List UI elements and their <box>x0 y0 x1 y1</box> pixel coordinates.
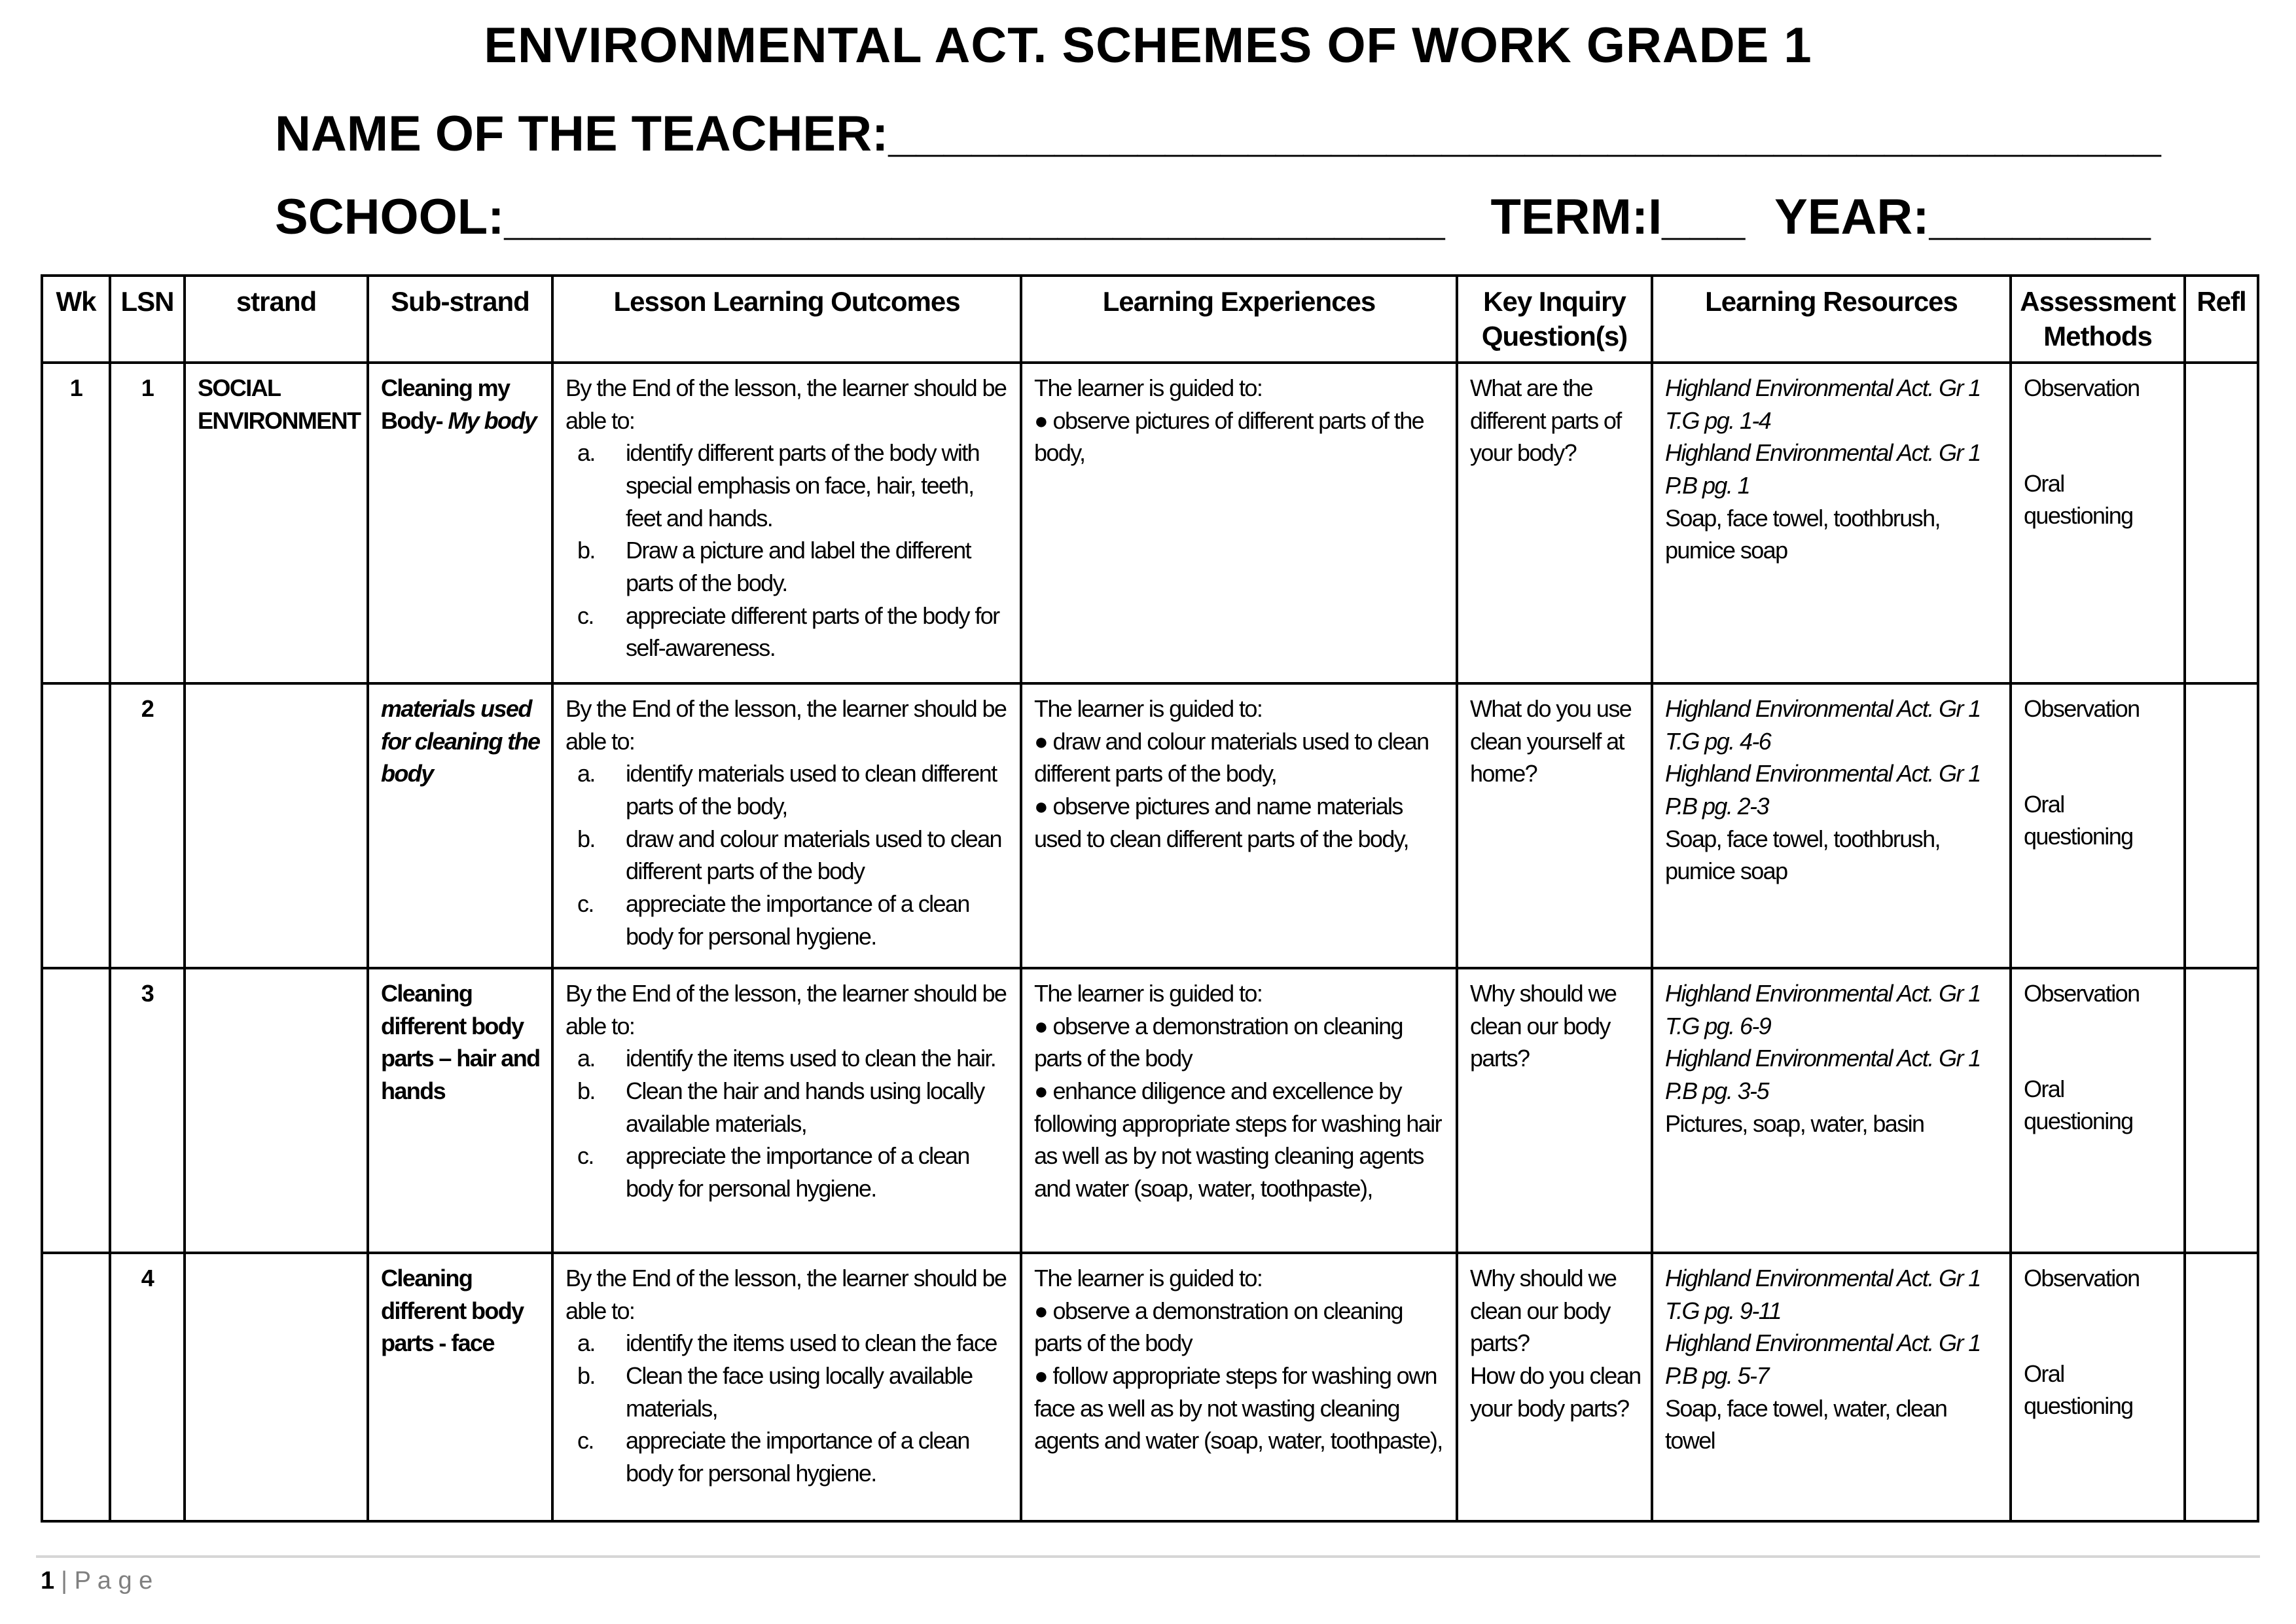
key-inquiry-cell <box>1457 1253 1652 1521</box>
wk-cell: 1 <box>42 363 110 683</box>
outcomes-intro: By the End of the lesson, the learner should be able to: <box>565 1265 1007 1324</box>
experience-item: ● observe a demonstration on cleaning parts of the body <box>1034 1012 1403 1072</box>
outcomes-cell <box>552 1253 1021 1521</box>
experience-item: ● enhance diligence and excellence by following appropriate steps for washing hair as well as by not wasting cleaning agents and water (soap, water, toothpaste), <box>1034 1077 1441 1202</box>
term-value: I <box>1648 189 1662 245</box>
teacher-label: NAME OF THE TEACHER: <box>275 106 889 162</box>
wk-cell <box>42 683 110 968</box>
col-header-learning-resources: Learning Resources <box>1652 276 2011 363</box>
experience-item: ● observe pictures of different parts of the body, <box>1034 406 1424 467</box>
key-inquiry-cell <box>1457 363 1652 683</box>
school-blank-line: __________________________________ <box>504 189 1445 245</box>
assessment-item: Oral questioning <box>2024 469 2133 530</box>
outcome-text: appreciate the importance of a clean body for personal hygiene. <box>626 1427 969 1487</box>
outcome-item <box>565 888 1011 952</box>
table-row <box>42 968 2258 1253</box>
outcome-item <box>565 1140 1011 1204</box>
resource-item: Pictures, soap, water, basin <box>1665 1110 1924 1137</box>
key-inquiry-question: What are the different parts of your body? <box>1470 374 1621 467</box>
key-inquiry-cell <box>1457 683 1652 968</box>
assessment-cell <box>2011 363 2185 683</box>
resource-item: Highland Environmental Act. Gr 1 P.B pg. 1 <box>1665 439 1981 499</box>
col-header-learning-experiences: Learning Experiences <box>1021 276 1457 363</box>
key-inquiry-question: Why should we clean our body parts? <box>1470 980 1617 1072</box>
assessment-item: Observation <box>2024 374 2140 401</box>
key-inquiry-question: Why should we clean our body parts? <box>1470 1265 1617 1357</box>
key-inquiry-question: How do you clean your body parts? <box>1470 1362 1641 1422</box>
outcome-label: b. <box>577 1362 595 1390</box>
col-header-refl: Refl <box>2185 276 2258 363</box>
assessment-item: Oral questioning <box>2024 790 2133 850</box>
school-label: SCHOOL: <box>275 189 505 245</box>
term-blank-line: ___ <box>1662 189 1746 245</box>
strand-cell <box>185 1253 368 1521</box>
refl-cell <box>2185 1253 2258 1521</box>
outcome-text: Clean the face using locally available materials, <box>626 1362 973 1422</box>
outcome-label: a. <box>577 439 595 467</box>
year-blank-line: ________ <box>1929 189 2151 245</box>
resources-cell <box>1652 363 2011 683</box>
page-footer <box>41 1567 2296 1595</box>
outcome-label: c. <box>577 1427 594 1454</box>
outcomes-intro: By the End of the lesson, the learner should be able to: <box>565 980 1007 1039</box>
table-header-row <box>42 276 2258 363</box>
sub-strand-cell <box>368 683 552 968</box>
table-row <box>42 363 2258 683</box>
lsn-cell: 4 <box>110 1253 185 1521</box>
experience-item: ● observe pictures and name materials used to clean different parts of the body, <box>1034 793 1408 852</box>
outcome-text: appreciate the importance of a clean body for personal hygiene. <box>626 890 969 950</box>
outcomes-intro: By the End of the lesson, the learner should be able to: <box>565 374 1007 434</box>
resource-item: Highland Environmental Act. Gr 1 P.B pg. 3-5 <box>1665 1045 1981 1105</box>
resource-item: Highland Environmental Act. Gr 1 P.B pg. 5-7 <box>1665 1329 1981 1390</box>
outcome-label: c. <box>577 890 594 918</box>
page-title: ENVIRONMENTAL ACT. SCHEMES OF WORK GRADE 1 <box>484 18 1812 73</box>
outcome-item <box>565 757 1011 822</box>
lsn-cell: 2 <box>110 683 185 968</box>
wk-cell <box>42 1253 110 1521</box>
assessment-item: Observation <box>2024 980 2140 1007</box>
outcome-label: b. <box>577 537 595 564</box>
outcome-text: identify materials used to clean different parts of the body, <box>626 760 997 820</box>
assessment-cell <box>2011 683 2185 968</box>
outcome-item <box>565 1360 1011 1424</box>
sub-strand-text: Cleaning different body parts - face <box>381 1265 524 1357</box>
outcome-label: b. <box>577 825 595 852</box>
term-label: TERM: <box>1490 189 1649 245</box>
outcome-item <box>565 1424 1011 1489</box>
resource-item: Soap, face towel, water, clean towel <box>1665 1394 1947 1454</box>
col-header-key-inquiry-questions: Key Inquiry Question(s) <box>1457 276 1652 363</box>
outcome-item <box>565 534 1011 599</box>
assessment-cell <box>2011 1253 2185 1521</box>
resource-item: Highland Environmental Act. Gr 1 T.G pg. 6-9 <box>1665 980 1981 1039</box>
assessment-item: Oral questioning <box>2024 1075 2133 1135</box>
outcome-item <box>565 823 1011 888</box>
outcome-item <box>565 1327 1011 1360</box>
col-header-lsn: LSN <box>110 276 185 363</box>
outcome-text: draw and colour materials used to clean different parts of the body <box>626 825 1001 885</box>
outcomes-cell <box>552 968 1021 1253</box>
resource-item: Soap, face towel, toothbrush, pumice soap <box>1665 504 1940 564</box>
resource-item: Soap, face towel, toothbrush, pumice soap <box>1665 825 1940 885</box>
resources-cell <box>1652 683 2011 968</box>
refl-cell <box>2185 968 2258 1253</box>
strand-cell <box>185 683 368 968</box>
resource-item: Highland Environmental Act. Gr 1 T.G pg. 4-6 <box>1665 695 1981 755</box>
col-header-assessment-methods: Assessment Methods <box>2011 276 2185 363</box>
resource-item: Highland Environmental Act. Gr 1 P.B pg. 2-3 <box>1665 760 1981 820</box>
outcome-text: identify the items used to clean the hair. <box>626 1045 996 1072</box>
assessment-item: Observation <box>2024 695 2140 722</box>
key-inquiry-question: What do you use clean yourself at home? <box>1470 695 1632 787</box>
outcome-label: c. <box>577 602 594 629</box>
teacher-name-line <box>275 105 2296 162</box>
experiences-intro: The learner is guided to: <box>1034 695 1263 722</box>
sub-strand-text: Cleaning different body parts – hair and hands <box>381 980 540 1105</box>
outcome-item <box>565 437 1011 534</box>
outcome-text: identify the items used to clean the face <box>626 1329 997 1357</box>
outcome-text: Clean the hair and hands using locally available materials, <box>626 1077 984 1137</box>
outcomes-cell <box>552 683 1021 968</box>
wk-cell <box>42 968 110 1253</box>
lsn-cell: 1 <box>110 363 185 683</box>
assessment-cell <box>2011 968 2185 1253</box>
table-row <box>42 683 2258 968</box>
refl-cell <box>2185 683 2258 968</box>
teacher-blank-line: ______________________________________________ <box>888 106 2161 162</box>
lsn-cell: 3 <box>110 968 185 1253</box>
experiences-cell <box>1021 1253 1457 1521</box>
experience-item: ● draw and colour materials used to clean different parts of the body, <box>1034 727 1429 787</box>
outcome-text: appreciate different parts of the body for self-awareness. <box>626 602 999 662</box>
key-inquiry-cell <box>1457 968 1652 1253</box>
school-term-year-line <box>275 189 2296 245</box>
outcomes-cell <box>552 363 1021 683</box>
col-header-wk: Wk <box>42 276 110 363</box>
experience-item: ● follow appropriate steps for washing own face as well as by not wasting cleaning agents and water (soap, water, toothpaste), <box>1034 1362 1443 1454</box>
resources-cell <box>1652 968 2011 1253</box>
outcome-text: appreciate the importance of a clean body for personal hygiene. <box>626 1142 969 1202</box>
schemes-of-work-table <box>41 274 2259 1523</box>
strand-cell: SOCIAL ENVIRONMENT <box>185 363 368 683</box>
sub-strand-italic-text: My body <box>448 406 537 434</box>
resource-item: Highland Environmental Act. Gr 1 T.G pg. 1-4 <box>1665 374 1981 434</box>
outcome-item <box>565 600 1011 664</box>
assessment-item: Oral questioning <box>2024 1360 2133 1420</box>
resource-item: Highland Environmental Act. Gr 1 T.G pg. 9-11 <box>1665 1265 1981 1324</box>
outcome-label: a. <box>577 1045 595 1072</box>
sub-strand-cell <box>368 363 552 683</box>
refl-cell <box>2185 363 2258 683</box>
experiences-intro: The learner is guided to: <box>1034 374 1263 401</box>
experiences-intro: The learner is guided to: <box>1034 1265 1263 1291</box>
strand-cell <box>185 968 368 1253</box>
outcome-item <box>565 1075 1011 1140</box>
resources-cell <box>1652 1253 2011 1521</box>
col-header-lesson-learning-outcomes: Lesson Learning Outcomes <box>552 276 1021 363</box>
year-label: YEAR: <box>1774 189 1929 245</box>
outcome-text: Draw a picture and label the different parts of the body. <box>626 537 971 597</box>
sub-strand-text: Cleaning my Body- <box>381 374 510 434</box>
outcome-label: a. <box>577 760 595 787</box>
outcomes-intro: By the End of the lesson, the learner should be able to: <box>565 695 1007 755</box>
experiences-intro: The learner is guided to: <box>1034 980 1263 1007</box>
footer-divider <box>36 1555 2260 1558</box>
outcome-text: identify different parts of the body with special emphasis on face, hair, teeth, feet and hands. <box>626 439 980 532</box>
experiences-cell <box>1021 968 1457 1253</box>
experiences-cell <box>1021 363 1457 683</box>
outcome-item <box>565 1042 1011 1075</box>
outcome-label: c. <box>577 1142 594 1170</box>
experiences-cell <box>1021 683 1457 968</box>
col-header-strand: strand <box>185 276 368 363</box>
outcome-label: a. <box>577 1329 595 1357</box>
col-header-sub-strand: Sub-strand <box>368 276 552 363</box>
sub-strand-cell <box>368 1253 552 1521</box>
footer-page-number: 1 <box>41 1567 55 1595</box>
assessment-item: Observation <box>2024 1265 2140 1291</box>
footer-page-label: | P a g e <box>61 1567 153 1595</box>
experience-item: ● observe a demonstration on cleaning parts of the body <box>1034 1297 1403 1357</box>
sub-strand-italic-text: materials used for cleaning the body <box>381 695 540 787</box>
outcome-label: b. <box>577 1077 595 1105</box>
sub-strand-cell <box>368 968 552 1253</box>
table-row <box>42 1253 2258 1521</box>
